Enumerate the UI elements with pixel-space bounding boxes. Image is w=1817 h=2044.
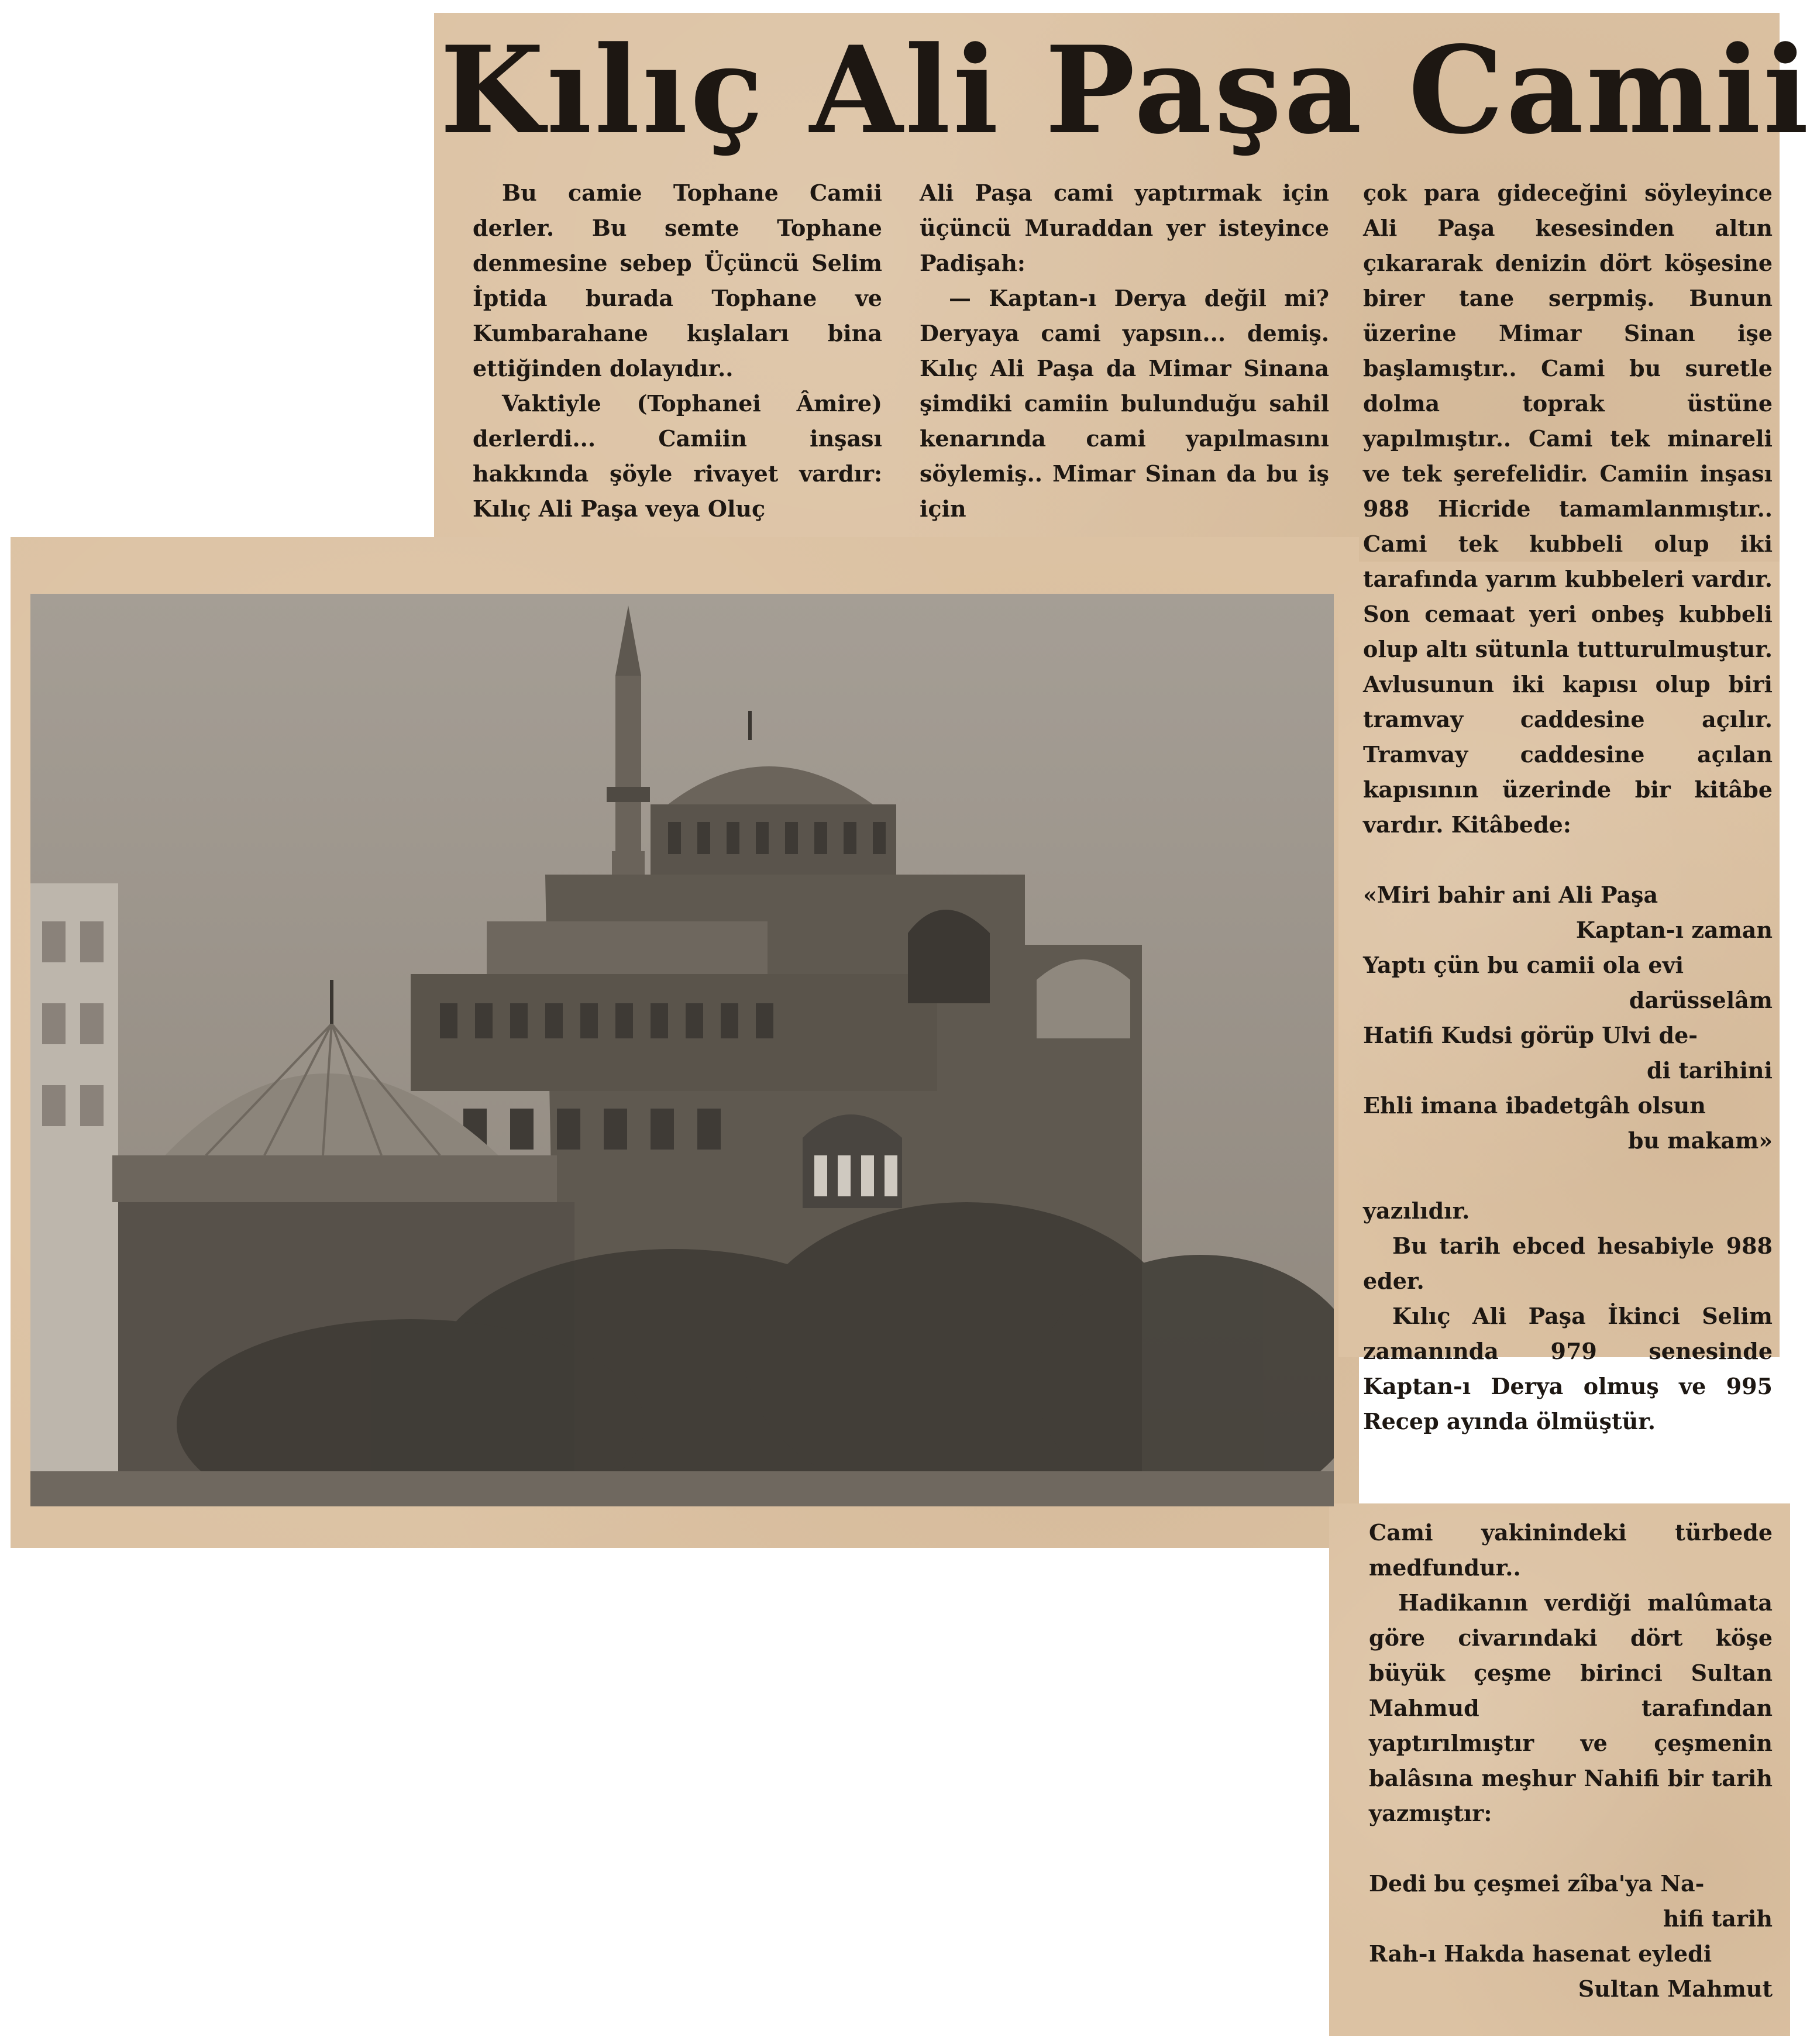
- poem-line: Kaptan-ı zaman: [1575, 917, 1773, 943]
- article-column-3: [1363, 176, 1773, 1439]
- poem-line: Yaptı çün bu camii ola evi: [1363, 952, 1684, 978]
- mosque-photo: [30, 594, 1334, 1506]
- column3-paragraph-3: Bu tarih ebced hesabiyle 988 eder.: [1363, 1233, 1773, 1294]
- left-building: [30, 883, 118, 1506]
- column4-paragraph-2: Hadikanın verdiği malûmata göre civarındaki dört köşe büyük çeşme birinci Sultan Mahmud tarafından yaptırılmıştır ve çeşmenin balâsına meşhur Nahifi bir tarih yazmıştır:: [1369, 1589, 1773, 1826]
- poem-line: Ehli imana ibadetgâh olsun: [1363, 1092, 1706, 1119]
- column3-poem: [1363, 878, 1773, 1158]
- poem-line: «Miri bahir ani Ali Paşa: [1363, 882, 1658, 908]
- poem-line: di tarihini: [1647, 1057, 1773, 1083]
- column2-paragraph-1: Ali Paşa cami yaptırmak için üçüncü Muraddan yer isteyince Padişah:: [920, 180, 1329, 276]
- column3-paragraph-4: Kılıç Ali Paşa İkinci Selim zamanında 979 senesinde Kaptan-ı Derya olmuş ve 995 Recep ayında ölmüştür.: [1363, 1303, 1773, 1434]
- poem-line: Sultan Mahmut: [1578, 1976, 1773, 2002]
- column3-paragraph-2: yazılıdır.: [1363, 1198, 1470, 1224]
- article-column-2: [920, 176, 1329, 527]
- column2-paragraph-2: — Kaptan-ı Derya değil mi? Deryaya cami yapsın... demiş. Kılıç Ali Paşa da Mimar Sinana şimdiki camiin bulunduğu sahil kenarında cami yapılmasını söylemiş.. Mimar Sinan da bu iş için: [920, 285, 1329, 522]
- poem-line: hifi tarih: [1663, 1905, 1773, 1932]
- poem-line: bu makam»: [1627, 1127, 1773, 1154]
- column4-poem: [1369, 1866, 1773, 2007]
- article-column-1: [473, 176, 882, 527]
- column1-paragraph-1: Bu camie Tophane Camii derler. Bu semte Tophane denmesine sebep Üçüncü Selim İptida burada Tophane ve Kumbarahane kışlaları bina ettiğinden dolayıdır..: [473, 180, 882, 381]
- poem-line: Rah-ı Hakda hasenat eyledi: [1369, 1940, 1712, 1967]
- article-column-4: [1369, 1515, 1773, 2007]
- column1-paragraph-2: Vaktiyle (Tophanei Âmire) derlerdi... Camiin inşası hakkında şöyle rivayet vardır: Kılıç Ali Paşa veya Oluç: [473, 390, 882, 522]
- poem-line: Hatifi Kudsi görüp Ulvi de-: [1363, 1022, 1698, 1048]
- poem-line: darüsselâm: [1629, 987, 1773, 1013]
- mosque-illustration: [30, 594, 1334, 1506]
- poem-line: Dedi bu çeşmei zîba'ya Na-: [1369, 1870, 1705, 1897]
- column3-paragraph-1: çok para gideceğini söyleyince Ali Paşa kesesinden altın çıkararak denizin dört köşesine birer tane serpmiş. Bunun üzerine Mimar Sinan işe başlamıştır.. Cami bu suretle dolma toprak üstüne yapılmıştır.. Cami tek minareli ve tek şerefelidir. Camiin inşası 988 Hicride tamamlanmıştır.. Cami tek kubbeli olup iki tarafında yarım kubbeleri vardır. Son cemaat yeri onbeş kubbeli olup altı sütunla tutturulmuştur. Avlusunun iki kapısı olup biri tramvay caddesine açılır. Tramvay caddesine açılan kapısının üzerinde bir kitâbe vardır. Kitâbede:: [1363, 180, 1773, 838]
- article-title: Kılıç Ali Paşa Camii: [440, 20, 1811, 161]
- column4-paragraph-1: Cami yakinindeki türbede medfundur..: [1369, 1519, 1773, 1581]
